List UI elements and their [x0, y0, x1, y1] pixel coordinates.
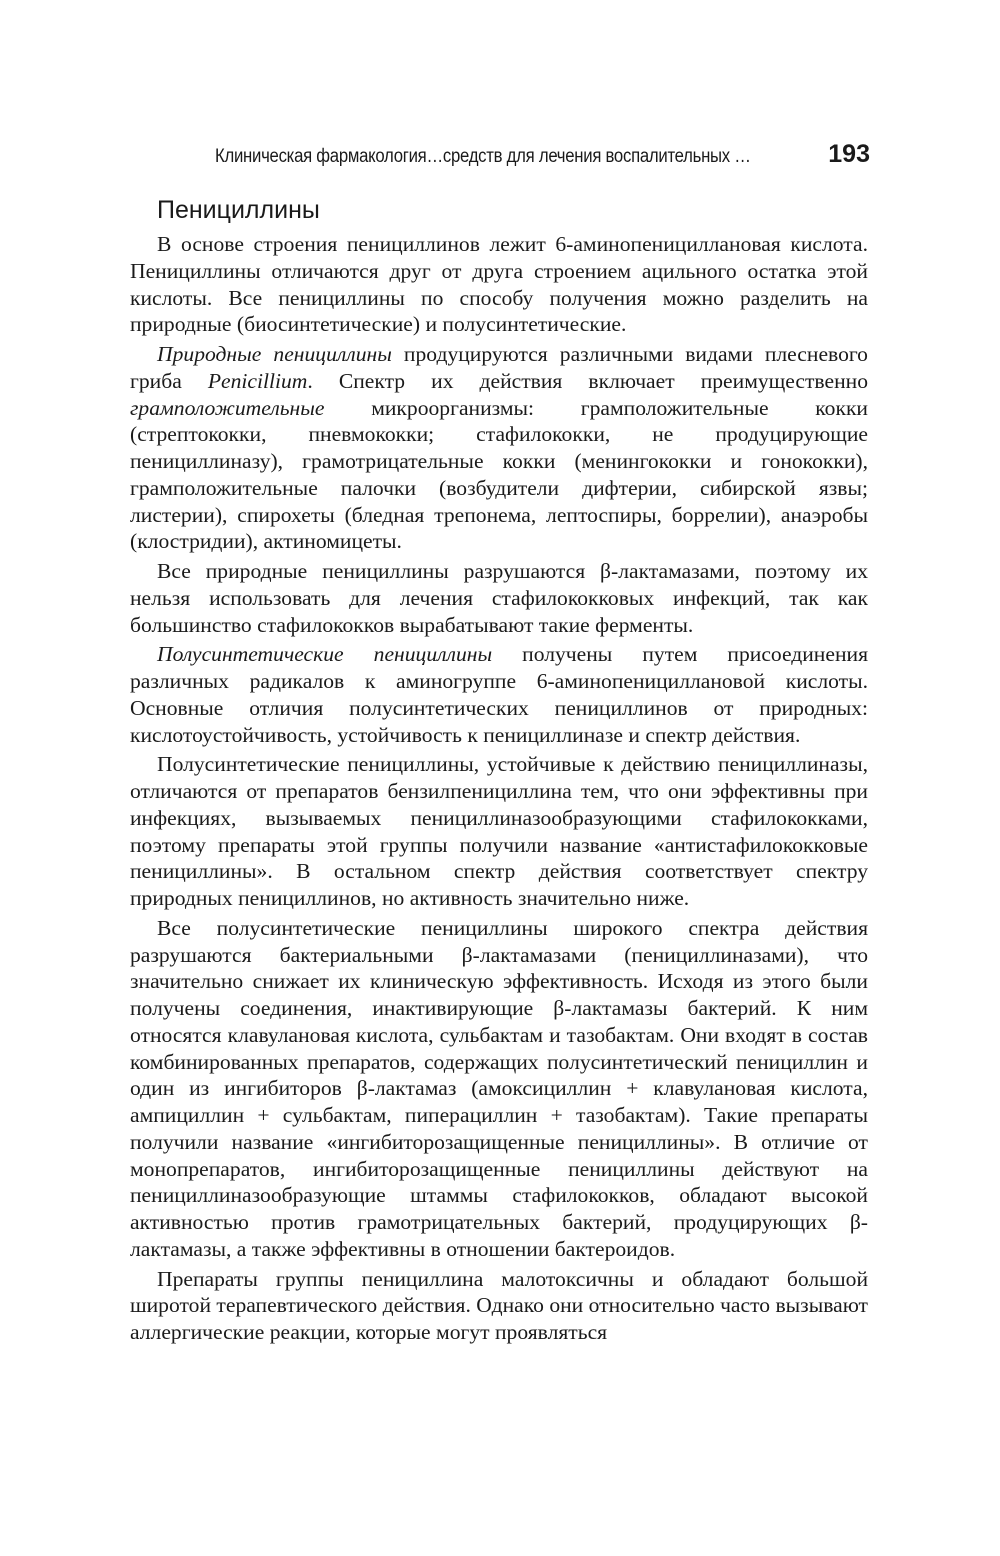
paragraph-4 — [130, 641, 868, 748]
term-semisynthetic-penicillins: Полусинтетические пенициллины — [157, 642, 493, 667]
paragraph-5: Полусинтетические пенициллины, устойчивые к действию пенициллиназы, отличаются от препаратов бензилпенициллина тем, что они эффективны при инфекциях, вызываемых пенициллиназообразующими стафилококками, поэтому препараты этой группы получили название «антистафилококковые пенициллины». В остальном спектр действия соответствует спектру природных пенициллинов, но активность значительно ниже. — [130, 752, 868, 910]
body-text — [130, 231, 868, 1346]
paragraph-2-text-b: . Спектр их действия включает преимущественно — [307, 368, 868, 393]
paragraph-4-text: получены путем присоединения различных радикалов к аминогруппе 6-аминопенициллановой кислоты. Основные отличия полусинтетических пенициллинов от природных: кислотоустойчивость, устойчивость к пенициллиназе и спектр действия. — [130, 642, 868, 747]
paragraph-7: Препараты группы пенициллина малотоксичны и обладают большой широтой терапевтического действия. Однако они относительно часто вызывают аллергические реакции, которые могут проявляться — [130, 1266, 868, 1344]
paragraph-2-text-c: микроорганизмы: грамположительные кокки (стрептококки, пневмококки; стафилококки, не продуцирующие пенициллиназу), грамотрицательные кокки (менингококки и гонококки), грамположительные палочки (возбудители дифтерии, сибирской язвы; листерии), спирохеты (бледная трепонема, лептоспиры, боррелии), анаэробы (клостридии), актиномицеты. — [130, 395, 868, 554]
term-natural-penicillins: Природные пенициллины — [157, 342, 392, 366]
page-header — [130, 140, 870, 174]
term-gram-positive: грамположительные — [130, 395, 325, 420]
paragraph-6: Все полусинтетические пенициллины широкого спектра действия разрушаются бактериальными β-лактамазами (пенициллиназами), что значительно снижает их клиническую эффективность. Исходя из этого были получены соединения, инактивирующие β-лактамазы бактерий. К ним относятся клавулановая кислота, сульбактам и тазобактам. Они входят в состав комбинированных препаратов, содержащих полусинтетический пенициллин и один из ингибиторов β-лактамаз (амоксициллин + клавулановая кислота, ампициллин + сульбактам, пиперациллин + тазобактам). Такие препараты получили название «ингибиторозащищенные пенициллины». В отличие от монопрепаратов, ингибиторозащищенные пенициллины действуют на пенициллиназообразующие штаммы стафилококков, обладают высокой активностью против грамотрицательных бактерий, продуцирующих β-лактамазы, а также эффективны в отношении бактероидов. — [130, 915, 868, 1261]
paragraph-2-text-a: продуцируются различными видами плесневого гриба — [130, 342, 868, 393]
paragraph-1: В основе строения пенициллинов лежит 6-аминопенициллановая кислота. Пенициллины отличаются друг от друга строением ацильного остатка этой кислоты. Все пенициллины по способу получения можно разделить на природные (биосинтетические) и полусинтетические. — [130, 232, 868, 337]
paragraph-2 — [130, 341, 868, 555]
page-number: 193 — [828, 140, 870, 168]
running-title: Клиническая фармакология…средств для лечения воспалительных … — [215, 146, 751, 167]
term-penicillium: Penicillium — [207, 368, 308, 393]
section-heading: Пенициллины — [157, 196, 320, 224]
paragraph-3: Все природные пенициллины разрушаются β-лактамазами, поэтому их нельзя использовать для лечения стафилококковых инфекций, так как большинство стафилококков вырабатывают такие ферменты. — [130, 559, 868, 637]
